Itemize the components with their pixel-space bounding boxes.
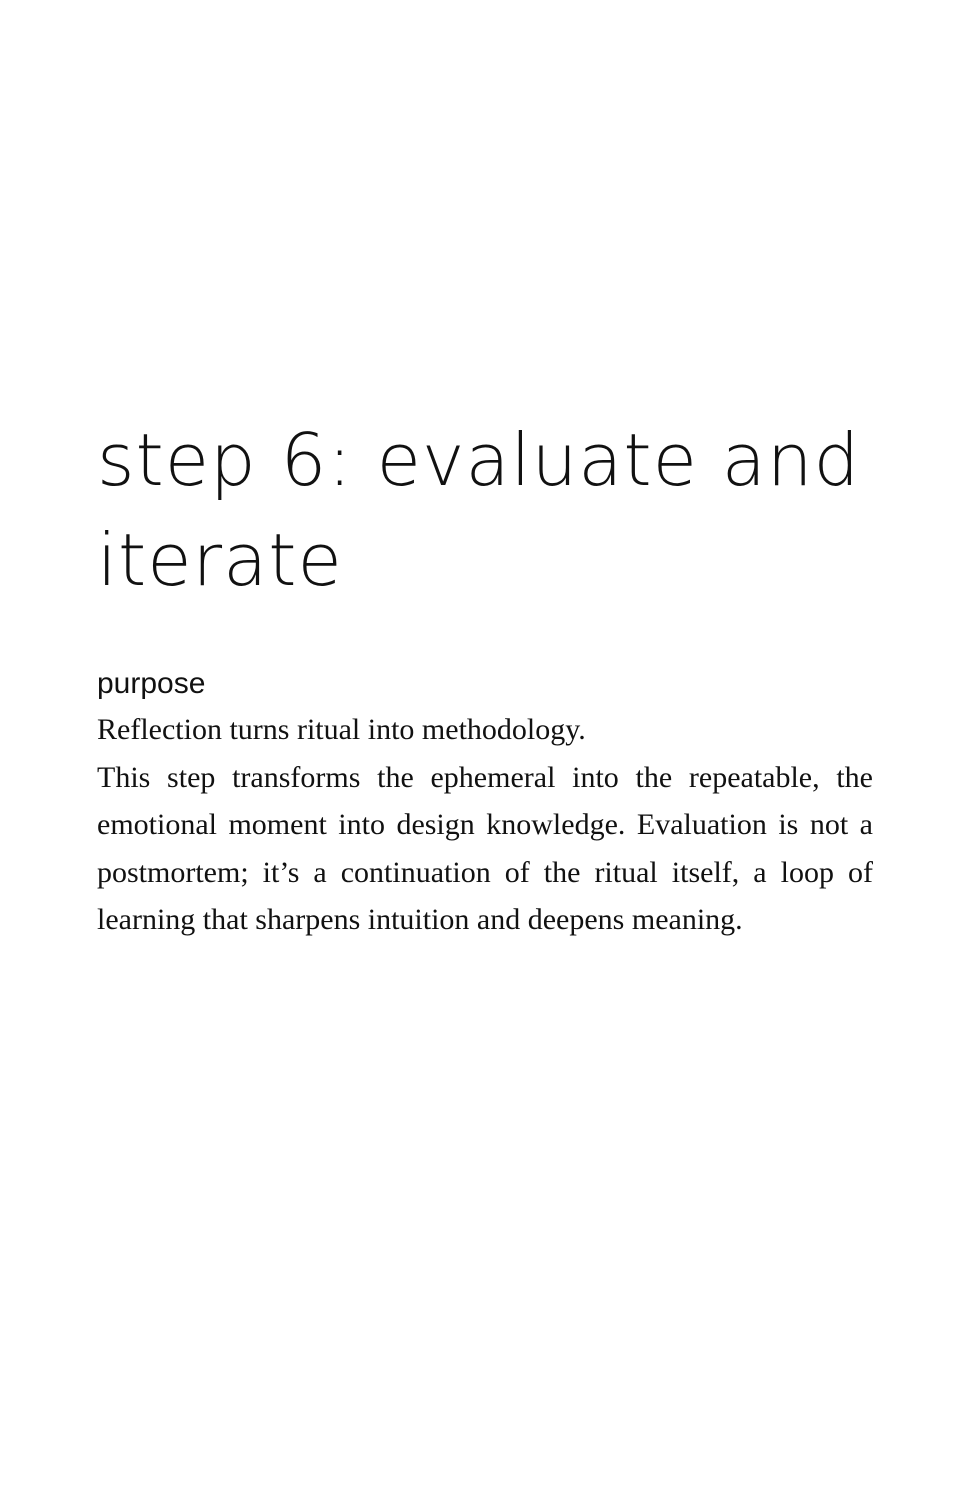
lead-sentence: Reflection turns ritual into methodology.: [97, 713, 586, 746]
section-heading-purpose: purpose: [97, 667, 206, 700]
page-title: step 6: evaluate and iterate: [97, 418, 861, 602]
page-content: [97, 410, 873, 944]
body-paragraph: This step transforms the ephemeral into the repeatable, the emotional moment into design knowledge. Evaluation is not a postmortem; it’s a continuation of the ritual itself, a loop of learning that sharpens intuition and deepens meaning.: [97, 760, 873, 936]
